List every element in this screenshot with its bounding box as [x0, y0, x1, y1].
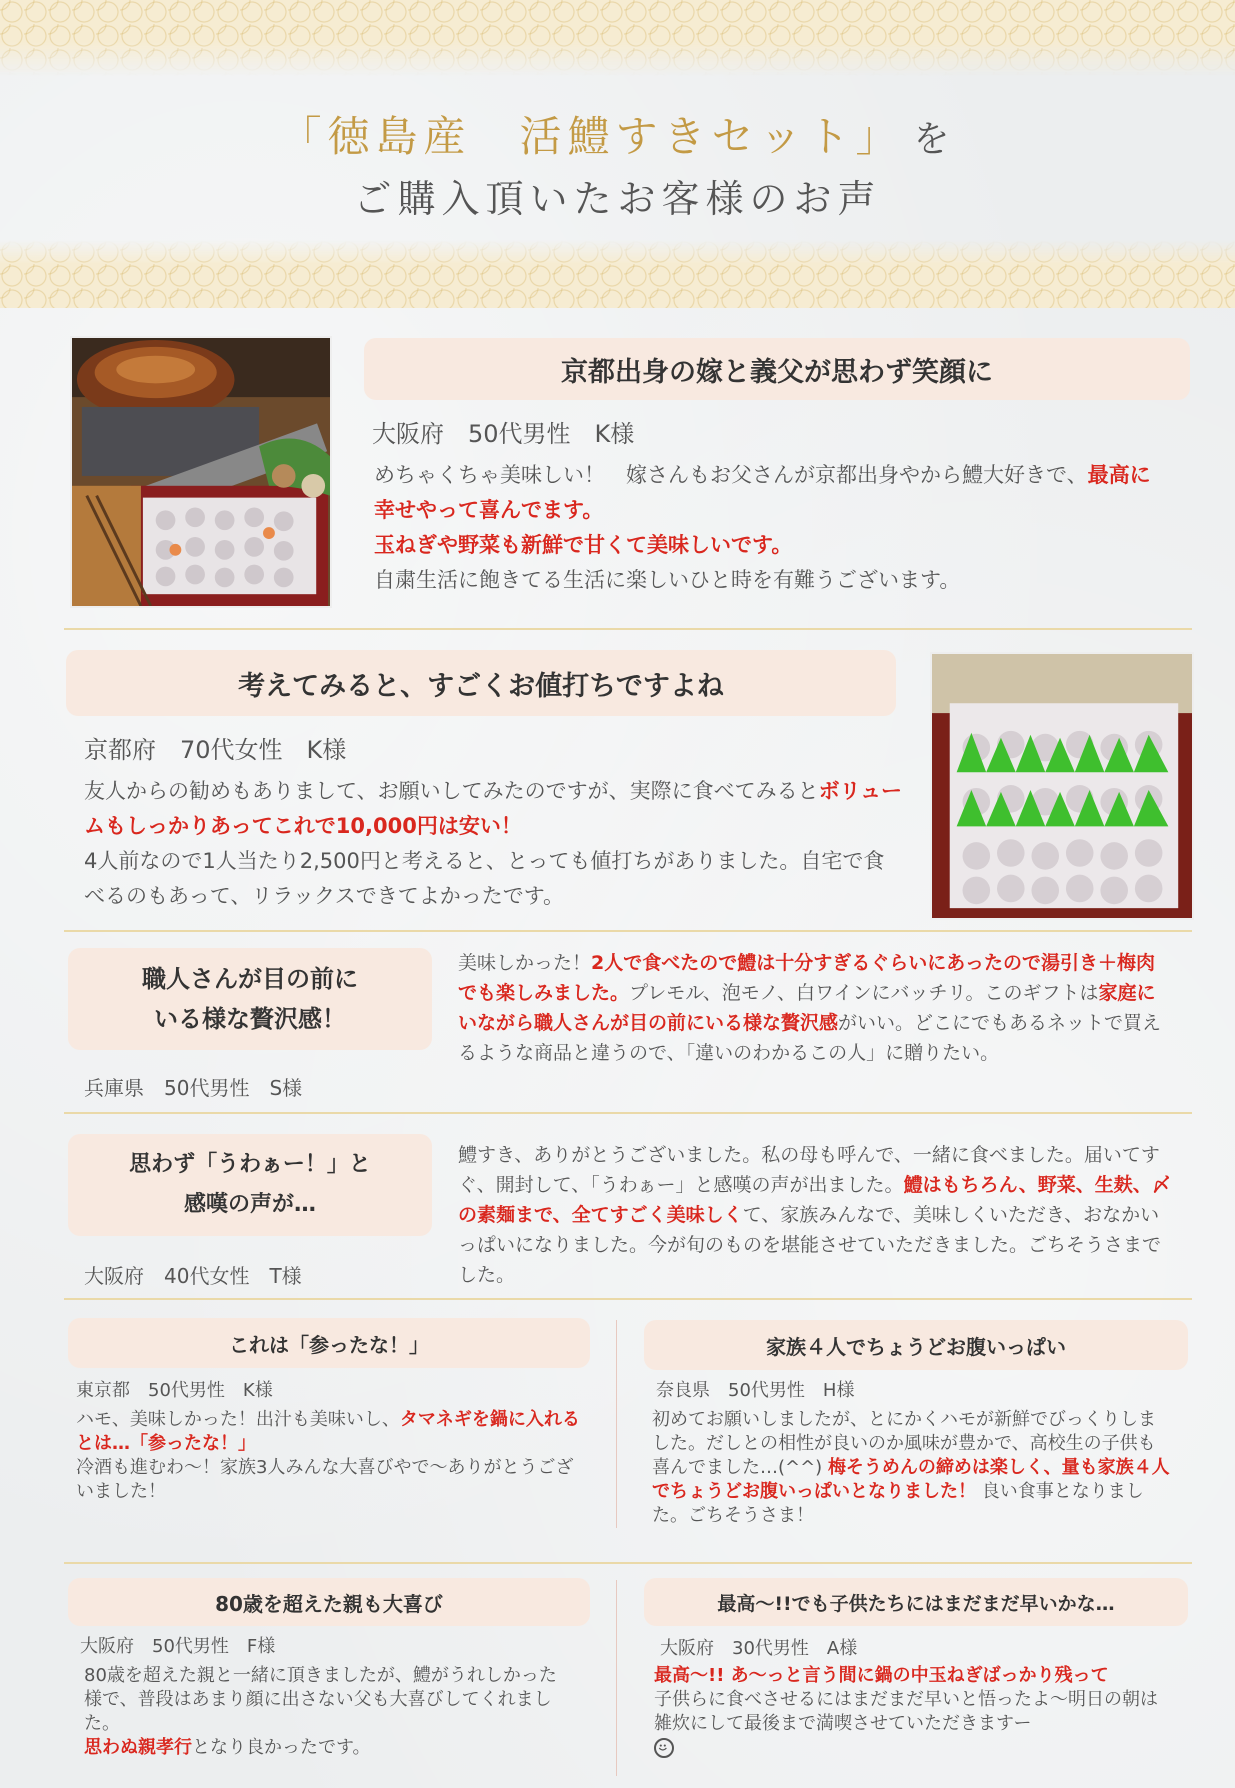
header-pattern-band: [0, 240, 1235, 308]
page-title: [0, 104, 1235, 164]
review-5-meta: 東京都 50代男性 K様: [76, 1380, 273, 1401]
title-product: 「徳島産 活鱧すきセット」: [279, 112, 904, 161]
review-7-body-text: となり良かったです。: [192, 1737, 371, 1758]
review-1-highlight: 玉ねぎや野菜も新鮮で甘くて美味しいです。: [374, 533, 793, 557]
section-divider: [64, 628, 1192, 630]
review-7-body: [84, 1664, 566, 1760]
review-4-title-line: 思わず「うわぁー！」と: [129, 1152, 371, 1177]
review-4-title: [68, 1134, 432, 1236]
review-7-title: 80歳を超えた親も大喜び: [68, 1578, 590, 1626]
review-3-body-text: プレモル、泡モノ、白ワインにバッチリ。このギフトは: [629, 982, 1099, 1004]
column-divider: [616, 1580, 617, 1776]
review-3-body-text: 美味しかった！: [458, 952, 592, 974]
page-subtitle: ご購入頂いたお客様のお声: [353, 177, 882, 221]
review-1-body-text: めちゃくちゃ美味しい！ 嫁さんもお父さんが京都出身やから鱧大好きで、: [374, 463, 1088, 487]
review-8-meta: 大阪府 30代男性 A様: [660, 1638, 858, 1659]
review-7-highlight: 思わぬ親孝行: [84, 1737, 192, 1758]
review-5-highlight: タマネギを鍋に入れるとは…「参ったな！」: [76, 1409, 580, 1454]
top-pattern-band: [0, 0, 1235, 76]
review-3-title-line: 職人さんが目の前に: [142, 965, 358, 993]
review-4-body: [458, 1140, 1178, 1290]
review-3-highlight: 2人で食べたので鱧は十分すぎるぐらいにあったので湯引き＋梅肉でも楽しみました。: [458, 952, 1156, 1004]
hotpot-photo: [70, 336, 332, 608]
review-2-body-text: 友人からの勧めもありまして、お願いしてみたのですが、実際に食べてみると: [84, 779, 819, 803]
review-3-title: [68, 948, 432, 1050]
review-3-meta: 兵庫県 50代男性 S様: [84, 1076, 303, 1100]
review-2-title: 考えてみると、すごくお値打ちですよね: [66, 650, 896, 716]
review-4-title-line: 感嘆の声が…: [183, 1192, 316, 1217]
review-7-meta: 大阪府 50代男性 F様: [80, 1636, 276, 1657]
review-3-body-text: がいい。どこにでもあるネットで買えるような商品と違うので、「違いのわかるこの人」に贈りたい。: [458, 1012, 1162, 1064]
review-1-body: [374, 458, 1164, 598]
review-5-body: [76, 1408, 586, 1504]
review-3-title-line: いる様な贅沢感！: [154, 1005, 346, 1033]
hamo-platter-photo: [930, 652, 1194, 920]
review-6-meta: 奈良県 50代男性 H様: [656, 1380, 855, 1401]
review-2-meta: 京都府 70代女性 K様: [84, 736, 347, 764]
review-8-highlight: 最高～!! あ～っと言う間に鍋の中玉ねぎばっかり残って: [654, 1665, 1109, 1686]
section-divider: [64, 1562, 1192, 1564]
review-3-body: [458, 948, 1168, 1068]
review-7-body-text: 80歳を超えた親と一緒に頂きましたが、鱧がうれしかった様で、普段はあまり顔に出さない父も大喜びしてくれました。: [84, 1665, 557, 1734]
smile-emoji-icon: [654, 1738, 674, 1758]
title-particle: を: [913, 119, 956, 160]
review-4-highlight: 鱧はもちろん、野菜、生麸、〆の素麺まで、全てすごく美味しく: [458, 1174, 1171, 1226]
review-6-body-text: 初めてお願いしましたが、とにかくハモが新鮮でびっくりしました。だしとの相性が良いのか風味が豊かで、高校生の子供も喜んでました…(^^): [652, 1409, 1156, 1478]
review-1-highlight: 最高に幸せやって喜んでます。: [374, 463, 1151, 522]
review-8-body: [654, 1664, 1174, 1760]
review-4-body-text: て、家族みんなで、美味しくいただき、おなかいっぱいになりました。今が旬のものを堪能させていただきました。ごちそうさまでした。: [458, 1204, 1162, 1286]
review-8-body-text: 子供らに食べさせるにはまだまだ早いと悟ったよ～明日の朝は雑炊にして最後まで満喫させていただきますー: [654, 1689, 1158, 1734]
review-1-body-text: 自粛生活に飽きてる生活に楽しいひと時を有難うございます。: [374, 568, 961, 592]
review-5-body-text: ハモ、美味しかった！出汁も美味いし、: [76, 1409, 400, 1430]
review-4-body-text: 鱧すき、ありがとうございました。私の母も呼んで、一緒に食べました。届いてすぐ、開封して、「うわぁー」と感嘆の声が出ました。: [458, 1144, 1160, 1196]
review-2-body-text: 4人前なので1人当たり2,500円と考えると、とっても値打ちがありました。自宅で食べるのもあって、リラックスできてよかったです。: [84, 849, 885, 908]
review-6-highlight: 梅そうめんの締めは楽しく、量も家族４人でちょうどお腹いっぱいとなりました！: [652, 1457, 1170, 1502]
review-4-meta: 大阪府 40代女性 T様: [84, 1264, 302, 1288]
review-6-body: [652, 1408, 1172, 1528]
review-2-highlight: ボリュームもしっかりあってこれで10,000円は安い！: [84, 779, 902, 838]
section-divider: [64, 930, 1192, 932]
review-3-highlight: 家庭にいながら職人さんが目の前にいる様な贅沢感: [458, 982, 1156, 1034]
review-6-title: 家族４人でちょうどお腹いっぱい: [644, 1320, 1188, 1370]
review-6-body-text: 良い食事となりました。ごちそうさま！: [652, 1481, 1144, 1526]
column-divider: [616, 1320, 617, 1528]
section-divider: [64, 1112, 1192, 1114]
review-2-body: [84, 774, 904, 914]
review-5-title: これは「参ったな！」: [68, 1318, 590, 1368]
section-divider: [64, 1298, 1192, 1300]
review-1-title: 京都出身の嫁と義父が思わず笑顔に: [364, 338, 1190, 400]
review-1-meta: 大阪府 50代男性 K様: [372, 420, 635, 448]
review-5-body-text: 冷酒も進むわ～！家族3人みんな大喜びやで～ありがとうございました！: [76, 1457, 574, 1502]
review-8-title: 最高～!!でも子供たちにはまだまだ早いかな…: [644, 1578, 1188, 1626]
